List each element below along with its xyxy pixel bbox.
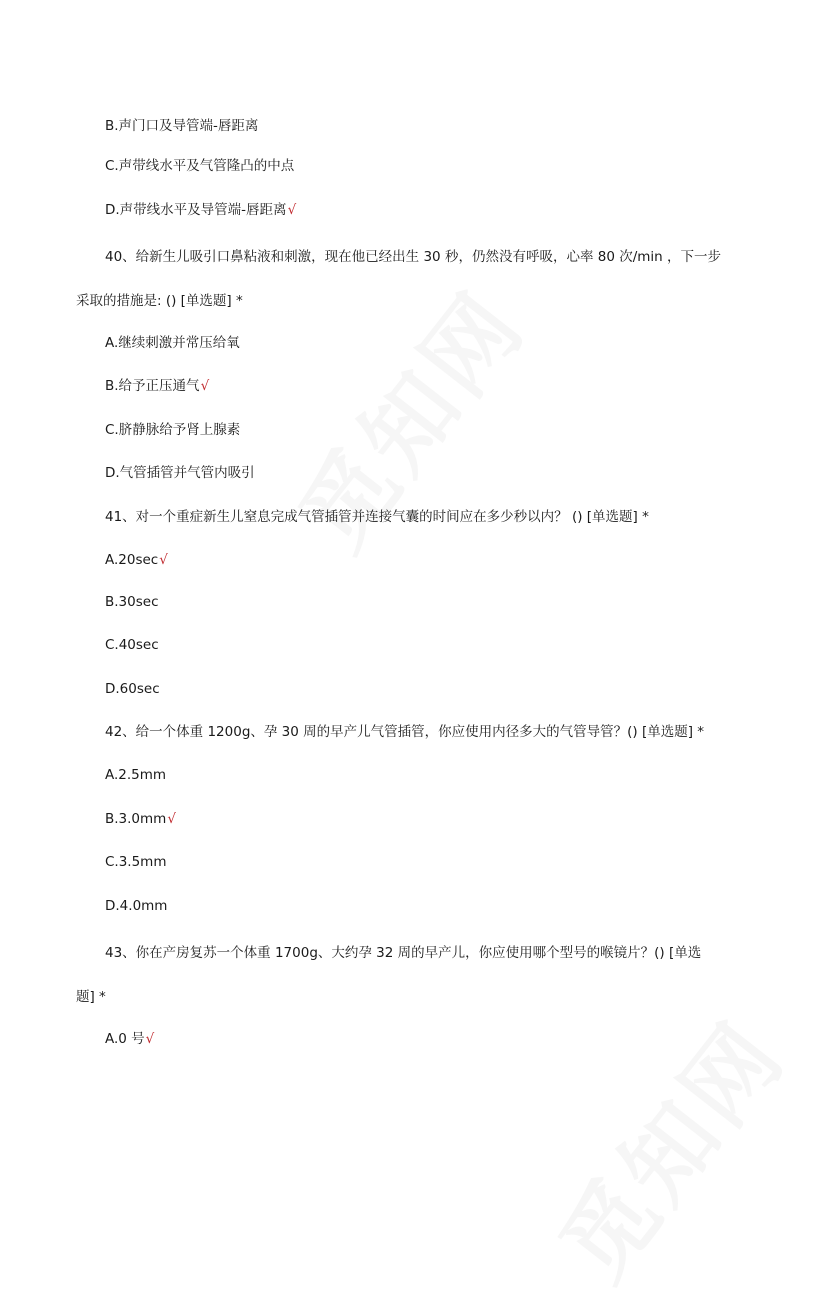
option-text: D.声带线水平及导管端-唇距离 (105, 202, 287, 218)
option-b (105, 810, 176, 828)
option-c (105, 157, 294, 175)
option-text: B.30sec (105, 594, 159, 610)
option-text: B.给予正压通气 (105, 378, 200, 394)
option-c (105, 636, 159, 654)
option-text: D.60sec (105, 681, 160, 697)
option-c (105, 853, 167, 871)
question-text: 41、对一个重症新生儿窒息完成气管插管并连接气囊的时间应在多少秒以内？ () [单选题] * (105, 509, 649, 525)
option-text: B.声门口及导管端-唇距离 (105, 118, 259, 134)
option-text: A.继续刺激并常压给氧 (105, 335, 240, 351)
question-text: 42、给一个体重 1200g、孕 30 周的早产儿气管插管，你应使用内径多大的气管导管？() [单选题] * (105, 724, 705, 740)
option-text: D.4.0mm (105, 898, 168, 914)
question-text: 43、你在产房复苏一个体重 1700g、大约孕 32 周的早产儿，你应使用哪个型号的喉镜片？() [单选 (105, 945, 702, 961)
watermark (524, 990, 809, 1302)
option-b (105, 377, 209, 395)
option-text: C.3.5mm (105, 854, 167, 870)
check-mark-icon: √ (287, 202, 297, 218)
option-d (105, 201, 296, 219)
option-text: B.3.0mm (105, 811, 167, 827)
option-text: A.2.5mm (105, 767, 167, 783)
question-text: 采取的措施是: () [单选题] * (76, 293, 243, 309)
option-d (105, 897, 167, 915)
option-text: C.声带线水平及气管隆凸的中点 (105, 158, 295, 174)
option-text: C.脐静脉给予肾上腺素 (105, 422, 241, 438)
check-mark-icon: √ (159, 552, 168, 568)
option-text: A.20sec (105, 552, 159, 568)
question-43-continued (76, 988, 106, 1006)
question-40-continued (76, 292, 243, 310)
option-a (105, 551, 168, 569)
option-d (105, 464, 255, 482)
option-b (105, 593, 159, 611)
question-text: 题] * (76, 989, 106, 1005)
question-43 (105, 944, 701, 962)
option-text: C.40sec (105, 637, 159, 653)
option-text: D.气管插管并气管内吸引 (105, 465, 255, 481)
option-a (105, 1030, 154, 1048)
question-41 (105, 508, 649, 526)
check-mark-icon: √ (167, 811, 176, 827)
question-text: 40、给新生儿吸引口鼻粘液和刺激，现在他已经出生 30 秒，仍然没有呼吸，心率 80 次/min ，下一步 (105, 249, 721, 265)
option-text: A.0 号 (105, 1031, 145, 1047)
option-c (105, 421, 240, 439)
check-mark-icon: √ (145, 1031, 155, 1047)
option-b (105, 117, 258, 135)
option-a (105, 334, 240, 352)
question-42 (105, 723, 704, 741)
check-mark-icon: √ (200, 378, 210, 394)
option-a (105, 766, 166, 784)
option-d (105, 680, 160, 698)
question-40 (105, 248, 721, 266)
